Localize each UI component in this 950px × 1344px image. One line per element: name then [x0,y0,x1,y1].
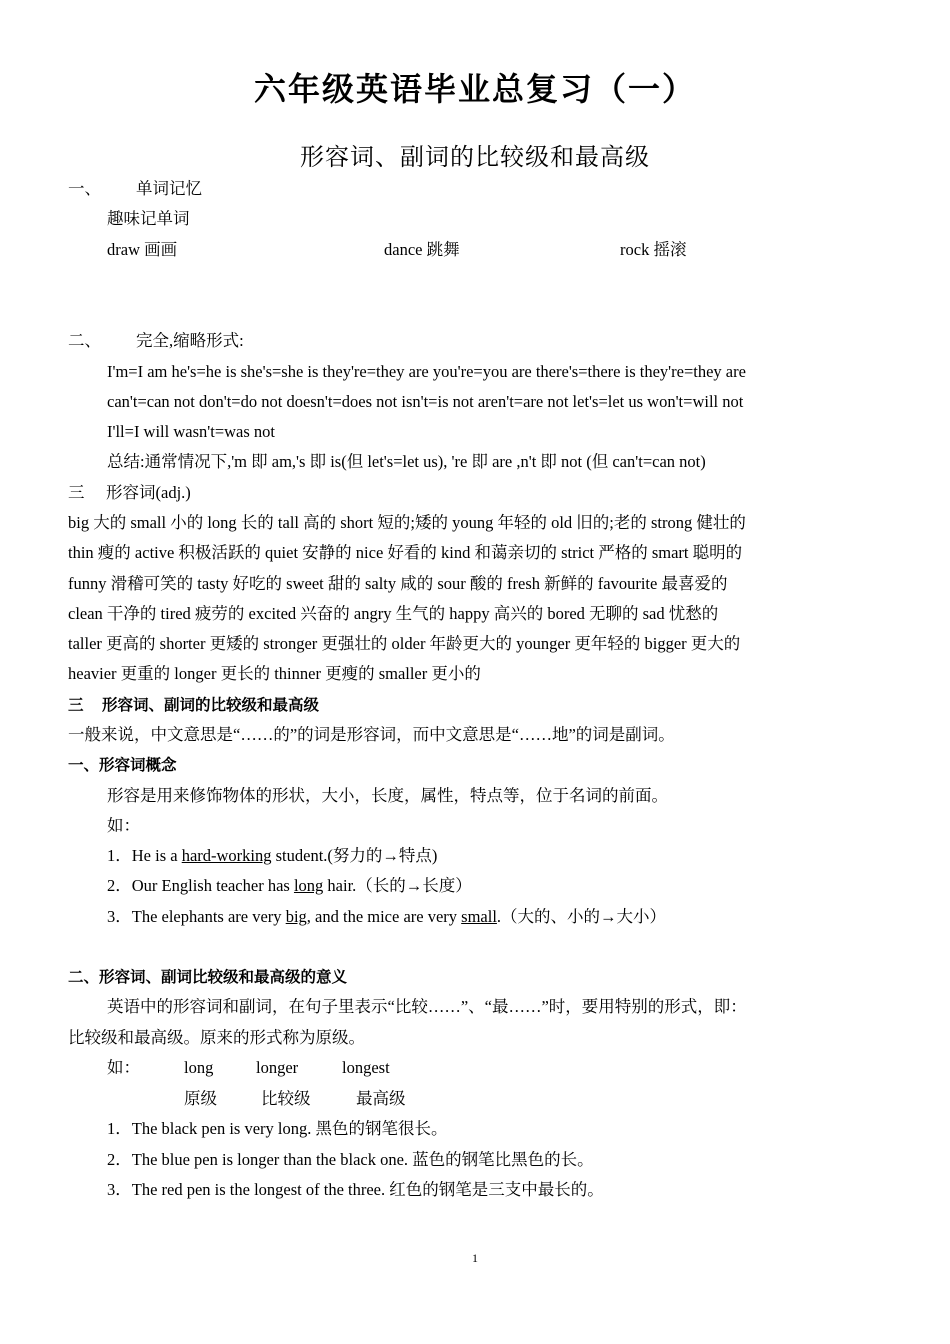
label-positive: 原级 [184,1089,217,1108]
example-number: 3． [107,907,132,926]
word-draw: draw 画画 [107,240,178,259]
page-subtitle: 形容词、副词的比较级和最高级 [300,145,650,171]
concept-heading: 一、形容词概念 [68,756,177,774]
underlined-word: long [293,876,324,895]
concept-example-1 [107,845,437,867]
word-dance: dance 跳舞 [384,240,460,259]
example-text: The red pen is the longest of the three. 红色的钢笔是三支中最长的。 [131,1180,604,1199]
section3-heading: 形容词(adj.) [106,483,191,502]
concept-description: 形容是用来修饰物体的形状，大小，长度，属性，特点等，位于名词的前面。 [107,786,668,805]
section1-subheading: 趣味记单词 [107,209,190,228]
meaning-paragraph: 英语中的形容词和副词，在句子里表示“比较……”、“最……”时，要用特别的形式，即： [107,997,747,1016]
example-text: The black pen is very long. 黑色的钢笔很长。 [131,1119,448,1138]
section4-intro: 一般来说，中文意思是“……的”的词是形容词，而中文意思是“……地”的词是副词。 [68,725,675,744]
form-superlative: longest [342,1058,390,1077]
contraction-summary: 总结:通常情况下,'m 即 am,'s 即 is(但 let's=let us), 're 即 are ,n't 即 not (但 can't=can not) [107,452,706,471]
meaning-heading: 二、形容词、副词比较级和最高级的意义 [68,968,348,986]
section1-number: 一、 [68,179,101,198]
contraction-line: I'm=I am he's=he is she's=she is they're=they are you're=you are there's=there is they're=they are [107,362,746,381]
example-number: 1． [107,1119,132,1138]
example-text: Our English teacher has [131,876,294,895]
section4-number: 三 [68,696,84,714]
example-number: 1． [107,846,132,865]
example-label: 如： [107,816,140,835]
page-title: 六年级英语毕业总复习（一） [253,70,696,108]
word-rock: rock 摇滚 [620,240,687,259]
underlined-word: big [285,907,307,926]
page-number: 1 [472,1251,478,1265]
example-text: The blue pen is longer than the black one. 蓝色的钢笔比黑色的长。 [131,1150,594,1169]
example-text: He is a [131,846,182,865]
example-number: 3． [107,1180,132,1199]
example-text: student.(努力的→特点) [271,846,438,865]
adjective-line: clean 干净的 tired 疲劳的 excited 兴奋的 angry 生气的 happy 高兴的 bored 无聊的 sad 忧愁的 [68,604,719,623]
section3-number: 三 [68,483,85,502]
meaning-example-3 [107,1179,604,1201]
section4-heading: 形容词、副词的比较级和最高级 [102,696,320,714]
meaning-paragraph: 比较级和最高级。原来的形式称为原级。 [68,1028,365,1047]
contraction-line: I'll=I will wasn't=was not [107,422,275,441]
adjective-line: heavier 更重的 longer 更长的 thinner 更瘦的 smaller 更小的 [68,664,481,683]
meaning-example-2 [107,1149,594,1171]
concept-example-2 [107,875,472,897]
contraction-line: can't=can not don't=do not doesn't=does not isn't=is not aren't=are not let's=let us won't=will not [107,392,744,411]
label-superlative: 最高级 [356,1089,406,1108]
example-text: .（大的、小的→大小） [496,907,667,926]
section2-heading: 完全,缩略形式: [136,331,244,350]
example-text: , and the mice are very [306,907,462,926]
label-comparative: 比较级 [261,1089,311,1108]
underlined-word: hard-working [181,846,272,865]
example-number: 2． [107,1150,132,1169]
example-text: hair.（长的→长度） [323,876,472,895]
section1-heading: 单词记忆 [136,179,202,198]
example-text: The elephants are very [131,907,286,926]
form-positive: long [184,1058,214,1077]
concept-example-3 [107,906,666,928]
adjective-line: big 大的 small 小的 long 长的 tall 高的 short 短的;矮的 young 年轻的 old 旧的;老的 strong 健壮的 [68,513,746,532]
example-label: 如： [107,1058,140,1077]
form-comparative: longer [256,1058,299,1077]
adjective-line: taller 更高的 shorter 更矮的 stronger 更强壮的 older 年龄更大的 younger 更年轻的 bigger 更大的 [68,634,741,653]
example-number: 2． [107,876,132,895]
adjective-line: funny 滑稽可笑的 tasty 好吃的 sweet 甜的 salty 咸的 sour 酸的 fresh 新鲜的 favourite 最喜爱的 [68,574,728,593]
underlined-word: small [461,907,497,926]
section2-number: 二、 [68,331,101,350]
meaning-example-1 [107,1118,448,1140]
adjective-line: thin 瘦的 active 积极活跃的 quiet 安静的 nice 好看的 kind 和蔼亲切的 strict 严格的 smart 聪明的 [68,543,743,562]
